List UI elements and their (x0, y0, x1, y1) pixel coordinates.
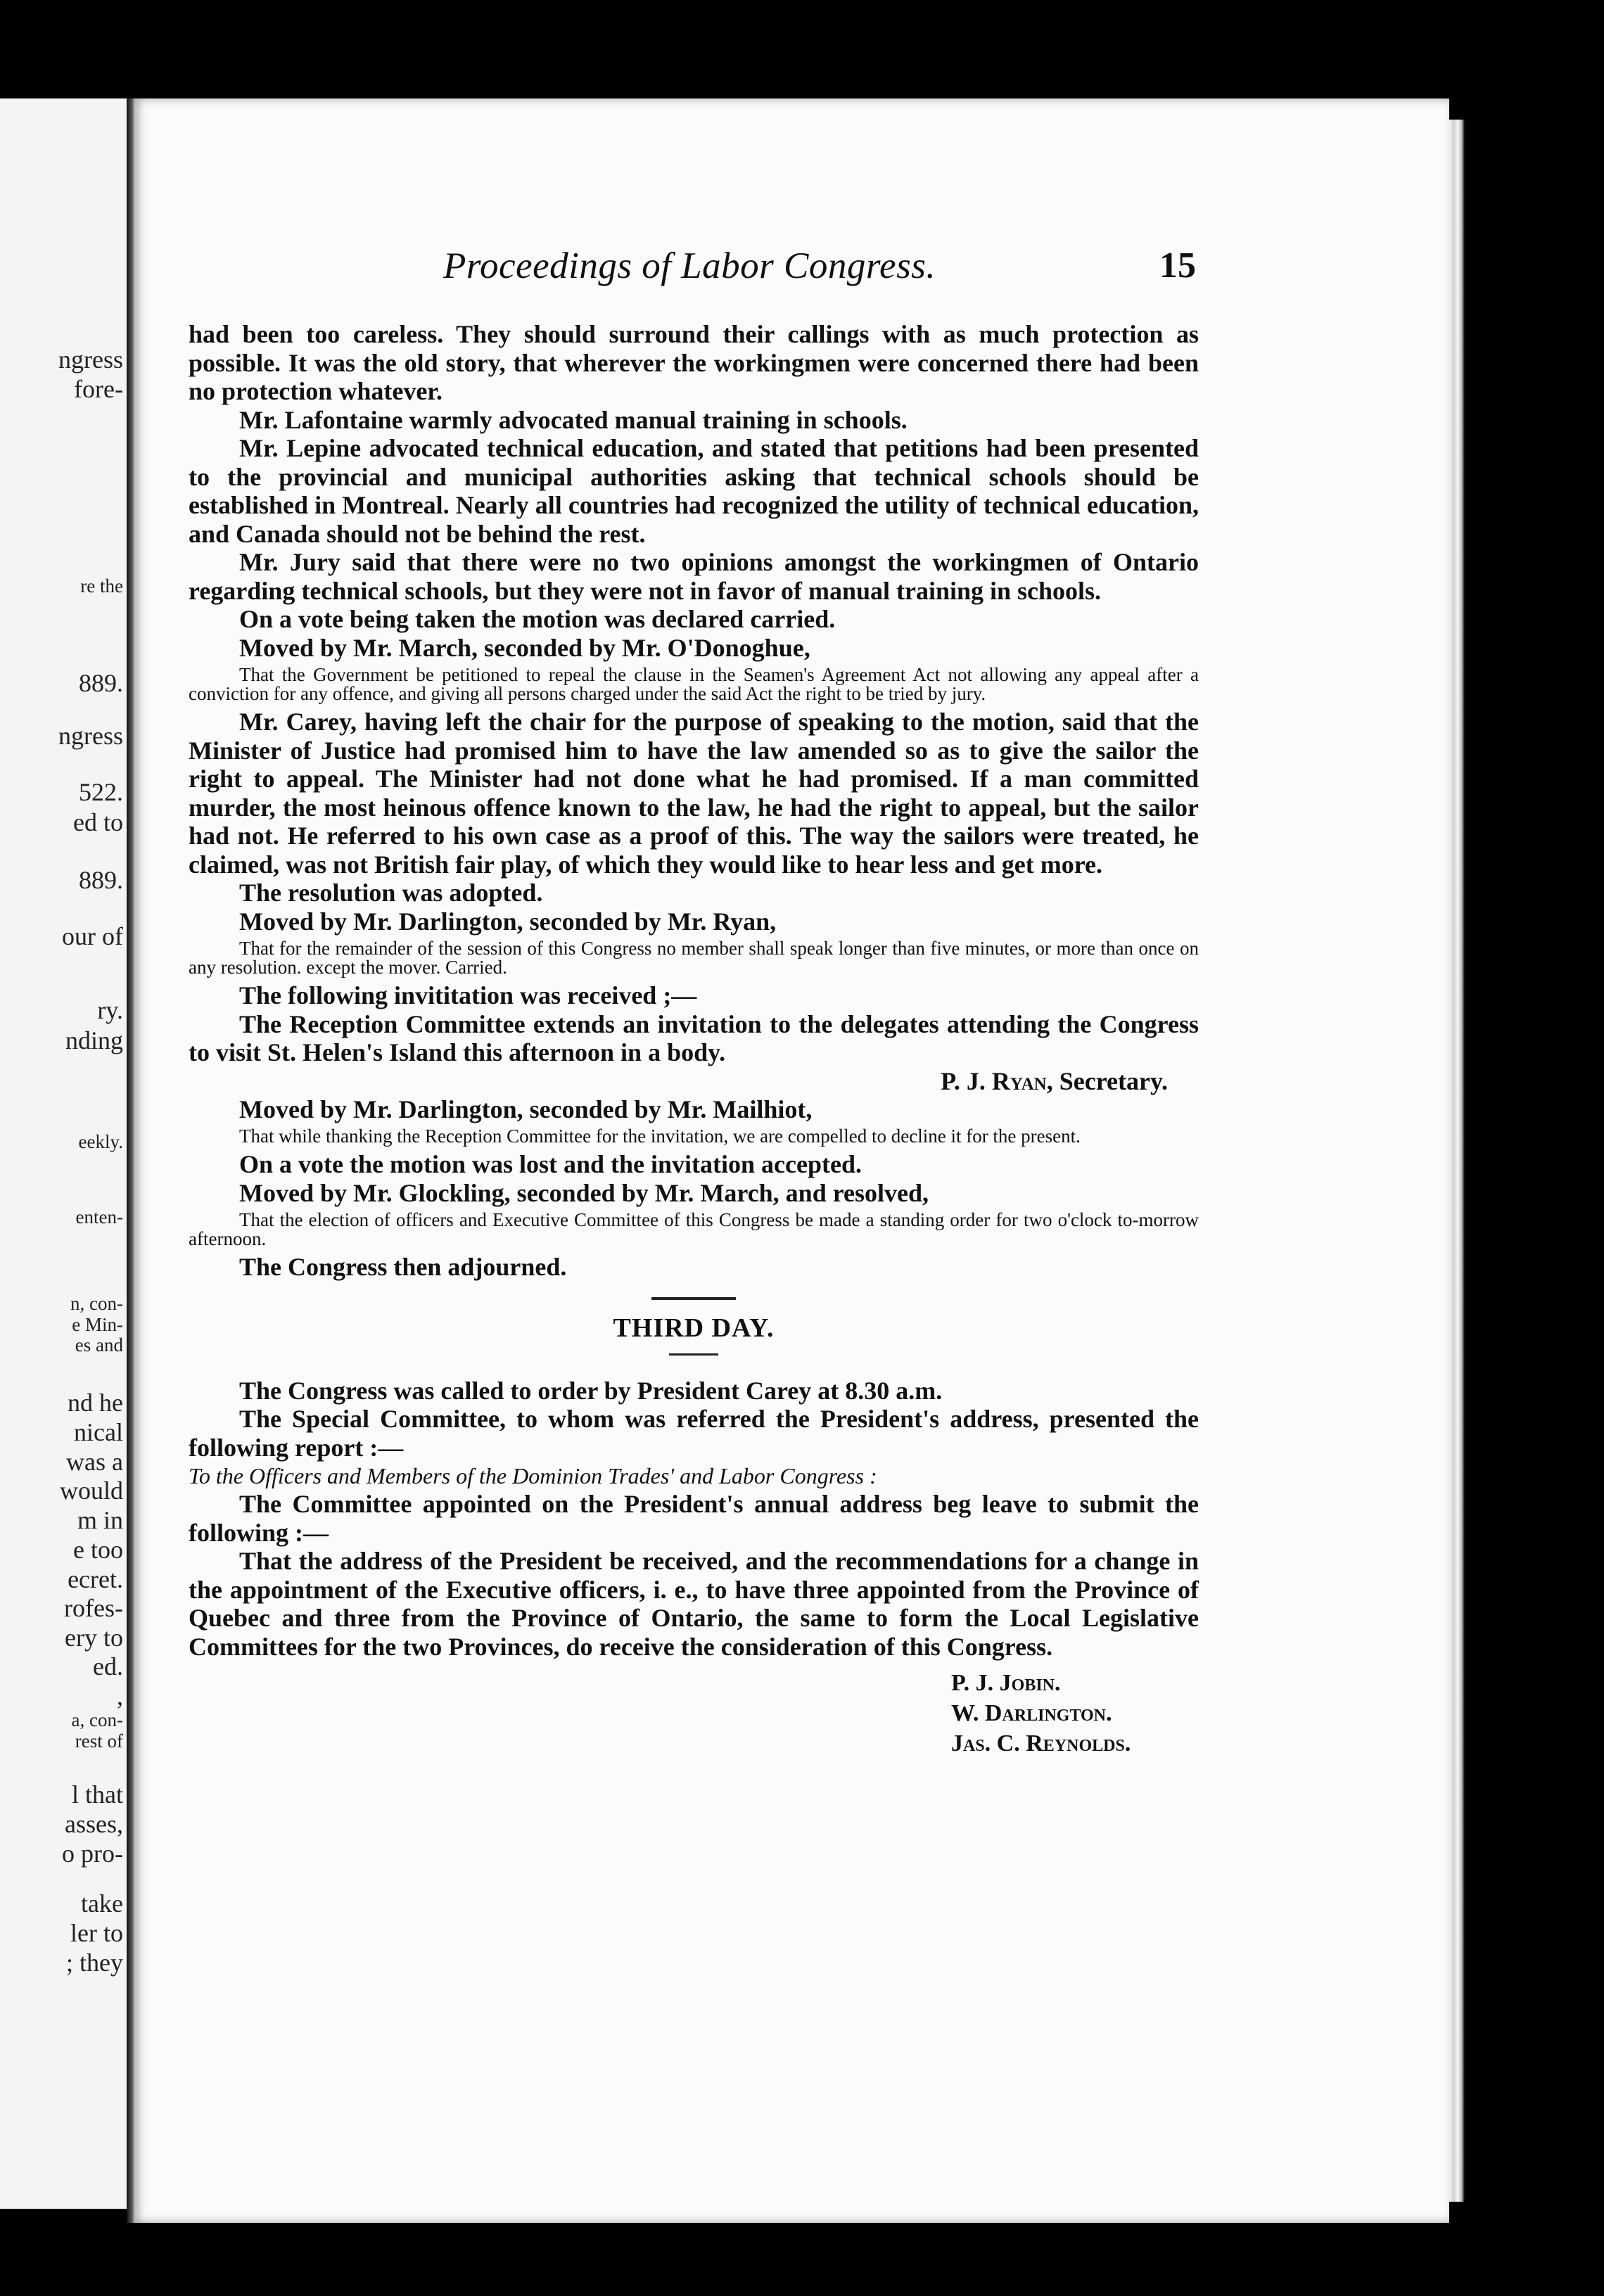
paragraph: The following invititation was received ;— (239, 981, 697, 1009)
signature-role: , Secretary. (1046, 1066, 1168, 1095)
section-heading-text: THIRD DAY. (613, 1313, 775, 1343)
resolution-text: That the Government be petitioned to repeal the clause in the Seamen's Agreement Act not allowing any appeal after a conviction for any offence, and giving all persons charged under the said Act the right to be tried by jury. (189, 664, 1199, 704)
left-fragment: ed. (93, 1652, 123, 1680)
paragraph: The Congress was called to order by President Carey at 8.30 a.m. (239, 1376, 943, 1405)
left-fragment: 889. (79, 669, 123, 697)
left-fragment: 522. (79, 778, 123, 806)
motion-line: Moved by Mr. March, seconded by Mr. O'Donoghue, (239, 633, 810, 662)
left-fragment: ; they (66, 1949, 123, 1977)
left-fragment: ecret. (68, 1565, 123, 1593)
left-fragment: e Min- (72, 1314, 123, 1335)
left-fragment: , (117, 1682, 123, 1710)
left-fragment: re the (80, 575, 123, 597)
paragraph: The Congress then adjourned. (239, 1253, 567, 1281)
left-fragment: ery to (65, 1624, 123, 1652)
page-number: 15 (1159, 245, 1196, 286)
paragraph: Mr. Carey, having left the chair for the purpose of speaking to the motion, said that the Minister of Justice had promised him to have the law amended so as to give the sailor the right to appeal. The Minister had not done what he had promised. If a man committed murder, the most heinous offence known to the law, he had the right to appeal, but the sailor had not. He referred to his own case as a proof of this. The way the sailors were treated, he claimed, was not British fair play, of which they would like to hear less and get more. (189, 708, 1199, 879)
left-fragment: was a (66, 1448, 123, 1476)
paragraph: On a vote being taken the motion was declared carried. (239, 605, 836, 633)
running-title: Proceedings of Labor Congress. (443, 245, 936, 286)
resolution-text: That for the remainder of the session of this Congress no member shall speak longer than five minutes, or more than once on any resolution. except the mover. Carried. (189, 938, 1199, 978)
paragraph: The resolution was adopted. (239, 879, 543, 907)
signature-initials: P. J. (941, 1066, 986, 1095)
left-fragment: ngress (58, 345, 123, 374)
left-fragment: es and (75, 1334, 123, 1356)
left-fragment: o pro- (62, 1839, 123, 1868)
resolution-text: That the election of officers and Executive Committee of this Congress be made a standing order for two o'clock to-morrow afternoon. (189, 1209, 1199, 1249)
paragraph: On a vote the motion was lost and the invitation accepted. (239, 1150, 862, 1178)
facing-page-left (0, 98, 130, 2209)
signature-name: Ryan (991, 1066, 1047, 1095)
signature: P. J. Jobin. (951, 1670, 1061, 1696)
left-fragment: 889. (79, 866, 123, 894)
left-fragment: e too (73, 1536, 123, 1564)
paragraph: The Committee appointed on the President's annual address beg leave to submit the following :— (189, 1490, 1199, 1547)
left-fragment: nical (74, 1418, 123, 1446)
left-fragment: asses, (65, 1810, 123, 1838)
page-edge (1449, 120, 1465, 2202)
paragraph: had been too careless. They should surround their callings with as much protection as possible. It was the old story, that wherever the workingmen were concerned there had been no protection whatever. (189, 320, 1199, 405)
left-fragment: ry. (97, 996, 123, 1024)
left-fragment: l that (72, 1780, 123, 1809)
section-heading (189, 1297, 1199, 1356)
left-fragment: rest of (75, 1730, 123, 1752)
secretary-signature (189, 1067, 1199, 1095)
report-address: To the Officers and Members of the Dominion Trades' and Labor Congress : (189, 1463, 877, 1488)
paragraph: Mr. Jury said that there were no two opinions amongst the workingmen of Ontario regarding technical schools, but they were not in favor of manual training in schools. (189, 548, 1199, 605)
paragraph: Mr. Lafontaine warmly advocated manual training in schools. (239, 405, 908, 434)
motion-line: Moved by Mr. Glockling, seconded by Mr. March, and resolved, (239, 1178, 929, 1207)
left-fragment: rofes- (64, 1594, 123, 1622)
left-fragment: ed to (73, 808, 123, 836)
heading-rule (669, 1353, 718, 1356)
paragraph: Mr. Lepine advocated technical education, and stated that petitions had been presented to the provincial and municipal authorities asking that technical schools should be established in Montreal. Nearly all countries had recognized the utility of technical education, and Canada should not be behind the rest. (189, 434, 1199, 548)
left-fragment: our of (62, 922, 123, 950)
committee-signatures (189, 1668, 1199, 1759)
left-fragment: m in (77, 1506, 123, 1534)
left-fragment: enten- (75, 1206, 123, 1227)
signature: Jas. C. Reynolds. (951, 1730, 1131, 1756)
page-content (189, 320, 1199, 1759)
signature: W. Darlington. (951, 1700, 1112, 1726)
motion-line: Moved by Mr. Darlington, seconded by Mr. Mailhiot, (239, 1095, 813, 1123)
paragraph: That the address of the President be received, and the recommendations for a change in the appointment of the Executive officers, i. e., to have three appointed from the Province of Quebec and three from the Province of Ontario, the same to form the Local Legislative Committees for the two Provinces, do receive the consideration of this Congress. (189, 1547, 1199, 1661)
left-fragment: ngress (58, 722, 123, 750)
left-fragment: a, con- (71, 1709, 123, 1730)
motion-line: Moved by Mr. Darlington, seconded by Mr. Ryan, (239, 907, 777, 936)
heading-rule (651, 1297, 736, 1300)
paragraph: The Reception Committee extends an invitation to the delegates attending the Congress to visit St. Helen's Island this afternoon in a body. (189, 1009, 1199, 1066)
left-fragment: ler to (70, 1919, 123, 1947)
left-fragment: nding (65, 1026, 123, 1054)
left-fragment: eekly. (78, 1131, 123, 1152)
left-fragment: nd he (68, 1389, 123, 1417)
resolution-text: That while thanking the Reception Committee for the invitation, we are compelled to decline it for the present. (239, 1125, 1081, 1147)
left-fragment: fore- (74, 375, 123, 403)
paragraph: The Special Committee, to whom was referred the President's address, presented the following report :— (189, 1405, 1199, 1462)
left-fragment: take (81, 1889, 123, 1918)
left-fragment: n, con- (70, 1293, 123, 1314)
left-fragment: would (60, 1477, 123, 1505)
